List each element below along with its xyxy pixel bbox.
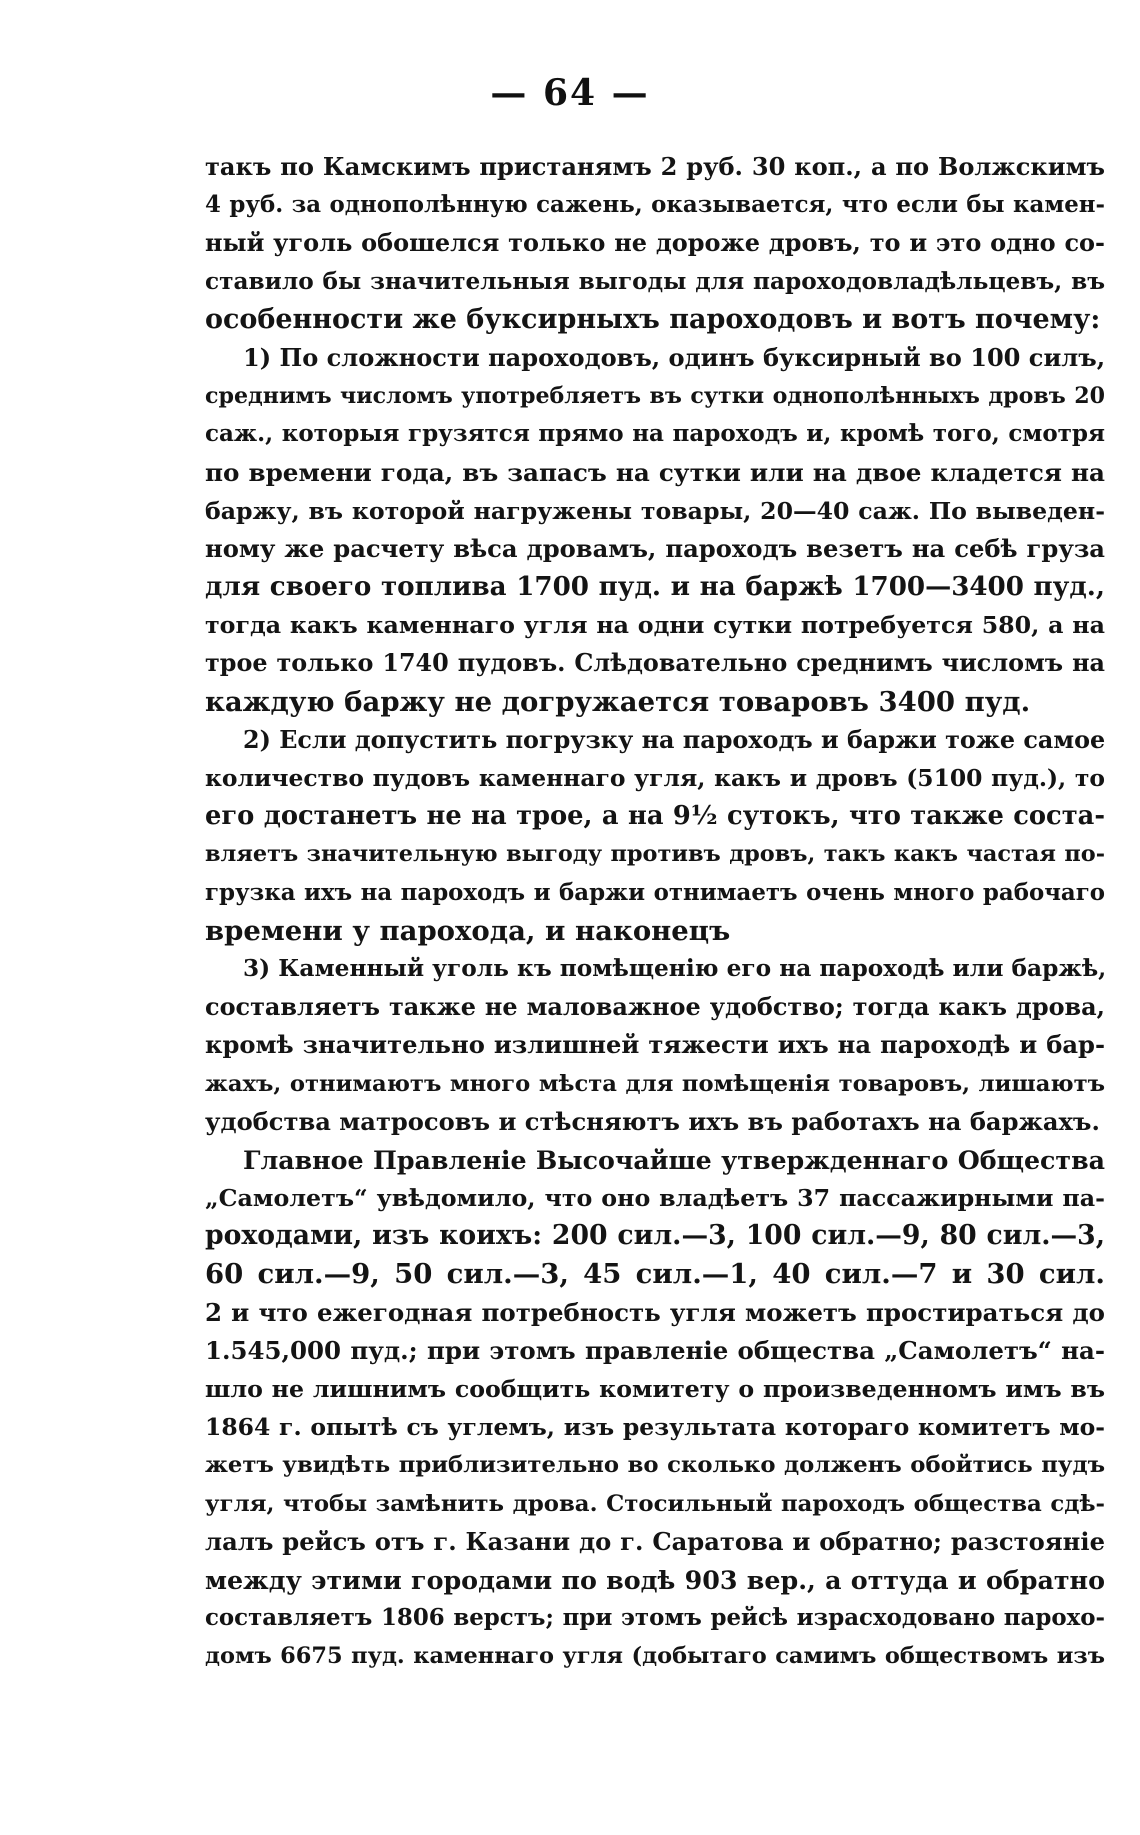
page-number: — 64 —: [490, 72, 650, 114]
text-line: шло не лишнимъ сообщить комитету о произведенномъ имъ въ: [205, 1375, 1105, 1403]
text-line: кромѣ значительно излишней тяжести ихъ на пароходѣ и бар-: [205, 1030, 1105, 1060]
text-line: такъ по Камскимъ пристанямъ 2 руб. 30 коп., а по Волжскимъ: [205, 152, 1105, 181]
text-line: между этими городами по водѣ 903 вер., а оттуда и обратно: [205, 1564, 1105, 1595]
text-line: его достанетъ не на трое, а на 9½ сутокъ, что также соста-: [205, 801, 1105, 832]
text-line: Главное Правленіе Высочайше утвержденнаго Общества: [243, 1144, 1105, 1175]
text-line: составляетъ 1806 верстъ; при этомъ рейсѣ израсходовано парохо-: [205, 1605, 1105, 1632]
text-line: времени у парохода, и наконецъ: [205, 914, 731, 947]
text-line: тогда какъ каменнаго угля на одни сутки потребуется 580, а на: [205, 611, 1105, 640]
text-line: угля, чтобы замѣнить дрова. Стосильный пароходъ общества сдѣ-: [205, 1490, 1105, 1517]
text-line: количество пудовъ каменнаго угля, какъ и дровъ (5100 пуд.), то: [205, 764, 1105, 792]
text-line: домъ 6675 пуд. каменнаго угля (добытаго самимъ обществомъ изъ: [205, 1643, 1105, 1670]
text-line: „Самолетъ“ увѣдомило, что оно владѣетъ 37 пассажирными па-: [205, 1184, 1105, 1213]
text-line: 3) Каменный уголь къ помѣщенію его на пароходѣ или баржѣ,: [243, 954, 1107, 982]
text-line: по времени года, въ запасъ на сутки или на двое кладется на: [205, 457, 1105, 487]
text-line: 1) По сложности пароходовъ, одинъ буксирный во 100 силъ,: [243, 342, 1106, 372]
text-line: среднимъ числомъ употребляетъ въ сутки однополѣнныхъ дровъ 20: [205, 383, 1105, 410]
text-line: 1.545,000 пуд.; при этомъ правленіе общества „Самолетъ“ на-: [205, 1335, 1105, 1365]
text-line: 2) Если допустить погрузку на пароходъ и баржи тоже самое: [243, 725, 1106, 754]
text-line: ному же расчету вѣса дровамъ, пароходъ везетъ на себѣ груза: [205, 533, 1105, 563]
text-line: трое только 1740 пудовъ. Слѣдовательно среднимъ числомъ на: [205, 649, 1105, 678]
text-line: ный уголь обошелся только не дороже дровъ, то и это одно со-: [205, 228, 1105, 258]
text-line: для своего топлива 1700 пуд. и на баржѣ 1700—3400 пуд.,: [205, 571, 1105, 603]
text-line: 2 и что ежегодная потребность угля можетъ простираться до: [205, 1297, 1105, 1327]
text-line: лалъ рейсъ отъ г. Казани до г. Саратова и обратно; разстояніе: [205, 1526, 1105, 1556]
text-line: составляетъ также не маловажное удобство; тогда какъ дрова,: [205, 993, 1105, 1022]
text-line: ставило бы значительныя выгоды для пароходовладѣльцевъ, въ: [205, 267, 1105, 295]
text-line: саж., которыя грузятся прямо на пароходъ и, кромѣ того, смотря: [205, 420, 1105, 448]
text-line: баржу, въ которой нагружены товары, 20—40 саж. По выведен-: [205, 496, 1105, 525]
text-line: особенности же букcирныхъ пароходовъ и вотъ почему:: [205, 303, 1101, 335]
text-line: 1864 г. опытѣ съ углемъ, изъ результата котораго комитетъ мо-: [205, 1413, 1105, 1442]
body-text: [205, 148, 1105, 1676]
text-line: грузка ихъ на пароходъ и баржи отнимаетъ очень много рабочаго: [205, 879, 1105, 906]
text-line: удобства матросовъ и стѣсняютъ ихъ въ работахъ на баржахъ.: [205, 1106, 1100, 1136]
text-line: 60 сил.—9, 50 сил.—3, 45 сил.—1, 40 сил.—7 и 30 сил.: [205, 1258, 1105, 1291]
text-line: жетъ увидѣть приблизительно во сколько долженъ обойтись пудъ: [205, 1452, 1105, 1479]
text-line: каждую баржу не догружается товаровъ 3400 пуд.: [205, 685, 1031, 718]
text-line: 4 руб. за однополѣнную сажень, оказывается, что если бы камен-: [205, 192, 1105, 219]
text-line: вляетъ значительную выгоду противъ дровъ, такъ какъ частая по-: [205, 841, 1105, 868]
text-line: жахъ, отнимаютъ много мѣста для помѣщенія товаровъ, лишаютъ: [205, 1070, 1105, 1097]
text-line: роходами, изъ коихъ: 200 сил.—3, 100 сил.—9, 80 сил.—3,: [205, 1220, 1105, 1252]
